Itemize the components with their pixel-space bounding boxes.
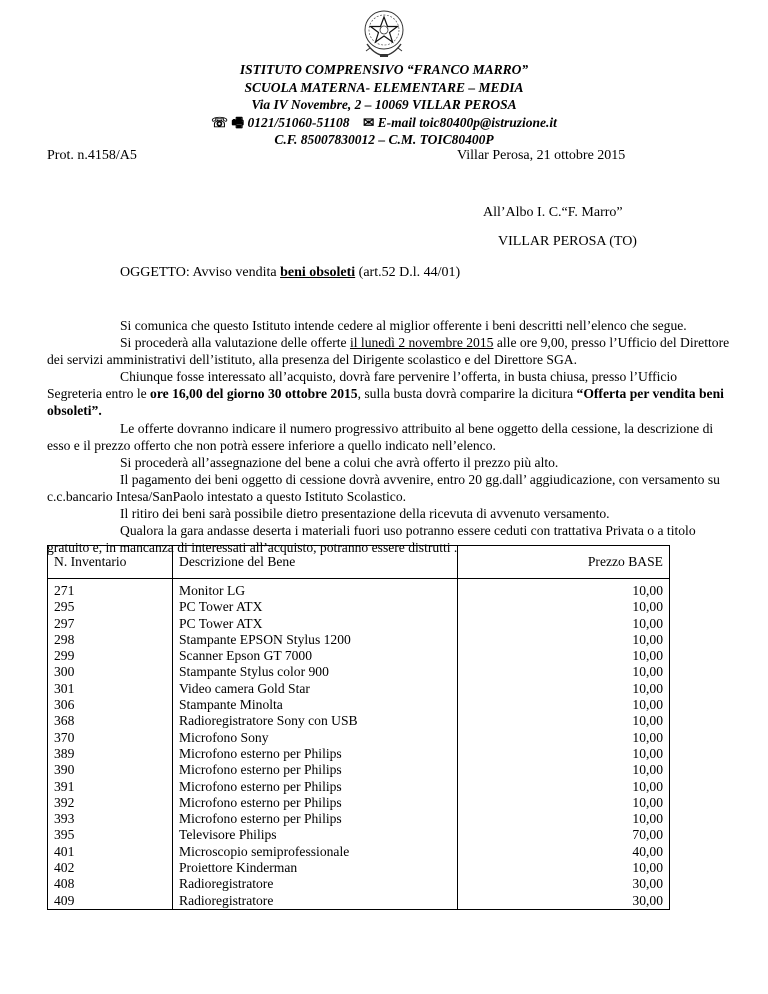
table-header-row [48, 546, 670, 579]
description-cell: Microfono esterno per Philips [173, 746, 458, 762]
header-inventory-number: N. Inventario [48, 546, 173, 579]
description-cell: Video camera Gold Star [173, 681, 458, 697]
inventory-number-cell: 297 [48, 616, 173, 632]
inventory-number-cell: 402 [48, 860, 173, 876]
table-row [48, 579, 670, 600]
price-cell: 10,00 [458, 697, 670, 713]
price-cell: 10,00 [458, 681, 670, 697]
deadline: ore 16,00 del giorno 30 ottobre 2015 [150, 386, 358, 402]
price-cell: 10,00 [458, 616, 670, 632]
description-cell: PC Tower ATX [173, 616, 458, 632]
paragraph-3 [47, 368, 732, 419]
table-row [48, 664, 670, 680]
table-row [48, 746, 670, 762]
price-cell: 10,00 [458, 762, 670, 778]
price-cell: 40,00 [458, 844, 670, 860]
table-row [48, 893, 670, 910]
subject-suffix: (art.52 D.l. 44/01) [355, 265, 461, 280]
table-row [48, 860, 670, 876]
inventory-number-cell: 295 [48, 599, 173, 615]
inventory-table [47, 545, 670, 910]
inventory-number-cell: 392 [48, 795, 173, 811]
table-row [48, 811, 670, 827]
price-cell: 10,00 [458, 730, 670, 746]
paragraph-8: Qualora la gara andasse deserta i materiali fuori uso potranno essere ceduti con trattativa Privata o a titolo gratuito e, in mancanza di interessati all’acquisto, potranno essere distrutti . [47, 523, 696, 556]
description-cell: Microfono esterno per Philips [173, 779, 458, 795]
paragraph-5: Si procederà all’assegnazione del bene a colui che avrà offerto il prezzo più alto. [120, 454, 559, 470]
place-date: Villar Perosa, 21 ottobre 2015 [457, 148, 626, 163]
price-cell: 10,00 [458, 860, 670, 876]
table-row [48, 599, 670, 615]
protocol-number: Prot. n.4158/A5 [47, 148, 137, 163]
inventory-number-cell: 409 [48, 893, 173, 910]
description-cell: Stampante Minolta [173, 697, 458, 713]
header-base-price: Prezzo BASE [458, 546, 670, 579]
recipient-line-1: All’Albo I. C.“F. Marro” [483, 205, 623, 220]
price-cell: 10,00 [458, 599, 670, 615]
description-cell: PC Tower ATX [173, 599, 458, 615]
table-row [48, 795, 670, 811]
price-cell: 10,00 [458, 713, 670, 729]
description-cell: Radioregistratore [173, 893, 458, 910]
school-type: SCUOLA MATERNA- ELEMENTARE – MEDIA [244, 79, 524, 95]
description-cell: Televisore Philips [173, 827, 458, 843]
price-cell: 10,00 [458, 648, 670, 664]
table-row [48, 876, 670, 892]
description-cell: Microfono esterno per Philips [173, 762, 458, 778]
inventory-number-cell: 298 [48, 632, 173, 648]
inventory-number-cell: 393 [48, 811, 173, 827]
paragraph-3-text: Chiunque fosse interessato all’acquisto, dovrà fare pervenire l’offerta, in busta chiusa, presso l’Ufficio Segreteria entro le [47, 369, 678, 402]
paragraph-3-text-mid: , sulla busta dovrà comparire la dicitura [357, 386, 577, 402]
republic-emblem-icon [360, 8, 408, 60]
table-row [48, 844, 670, 860]
table-row [48, 697, 670, 713]
price-cell: 10,00 [458, 811, 670, 827]
description-cell: Radioregistratore Sony con USB [173, 713, 458, 729]
description-cell: Scanner Epson GT 7000 [173, 648, 458, 664]
inventory-number-cell: 401 [48, 844, 173, 860]
description-cell: Microfono esterno per Philips [173, 811, 458, 827]
paragraph-6: Il pagamento dei beni oggetto di cessione dovrà avvenire, entro 20 gg.dall’ aggiudicazione, con versamento su c.c.bancario Intesa/SanPaolo intestato a questo Istituto Scolastico. [47, 471, 720, 504]
school-name: ISTITUTO COMPRENSIVO “FRANCO MARRO” [239, 62, 529, 77]
school-header [0, 61, 768, 149]
paragraph-7: Il ritiro dei beni sarà possibile dietro presentazione della ricevuta di avvenuto versamento. [120, 506, 610, 522]
table-row [48, 713, 670, 729]
header-description: Descrizione del Bene [173, 546, 458, 579]
subject-line [120, 264, 460, 281]
evaluation-date: il lunedì 2 novembre 2015 [349, 335, 494, 351]
description-cell: Microfono esterno per Philips [173, 795, 458, 811]
description-cell: Proiettore Kinderman [173, 860, 458, 876]
description-cell: Microfono Sony [173, 730, 458, 746]
inventory-number-cell: 391 [48, 779, 173, 795]
inventory-number-cell: 390 [48, 762, 173, 778]
inventory-number-cell: 271 [48, 579, 173, 600]
inventory-number-cell: 368 [48, 713, 173, 729]
paragraph-2-text-end: alle ore 9,00, presso l’Ufficio del Direttore dei servizi amministrativi dell’istituto, alla presenza del Dirigente scolastico e del Direttore SGA. [47, 335, 730, 368]
price-cell: 30,00 [458, 876, 670, 892]
price-cell: 30,00 [458, 893, 670, 910]
phone-number: 0121/51060-51108 [247, 114, 350, 130]
price-cell: 10,00 [458, 779, 670, 795]
table-row [48, 779, 670, 795]
table-row [48, 730, 670, 746]
notice-body [47, 317, 732, 556]
table-row [48, 648, 670, 664]
inventory-number-cell: 395 [48, 827, 173, 843]
contact-line [0, 114, 768, 132]
subject-highlight: beni obsoleti [280, 265, 356, 280]
description-cell: Radioregistratore [173, 876, 458, 892]
price-cell: 10,00 [458, 579, 670, 600]
inventory-number-cell: 306 [48, 697, 173, 713]
inventory-number-cell: 389 [48, 746, 173, 762]
price-cell: 70,00 [458, 827, 670, 843]
description-cell: Stampante Stylus color 900 [173, 664, 458, 680]
description-cell: Stampante EPSON Stylus 1200 [173, 632, 458, 648]
paragraph-1: Si comunica che questo Istituto intende cedere al miglior offerente i beni descritti nell’elenco che segue. [120, 318, 687, 333]
inventory-number-cell: 370 [48, 730, 173, 746]
phone-fax-icon: ☏ 🖷 [211, 114, 245, 130]
envelope-icon: ✉ [362, 114, 375, 130]
school-address: Via IV Novembre, 2 – 10069 VILLAR PEROSA [251, 97, 517, 112]
recipient-line-2: VILLAR PEROSA (TO) [498, 234, 637, 249]
description-cell: Monitor LG [173, 579, 458, 600]
inventory-number-cell: 408 [48, 876, 173, 892]
price-cell: 10,00 [458, 795, 670, 811]
subject-prefix: OGGETTO: Avviso vendita [120, 265, 281, 280]
envelope-label: “Offerta per vendita beni obsoleti”. [47, 386, 724, 419]
description-cell: Microscopio semiprofessionale [173, 844, 458, 860]
inventory-number-cell: 300 [48, 664, 173, 680]
paragraph-4: Le offerte dovranno indicare il numero progressivo attribuito al bene oggetto della cessione, la descrizione di esso e il prezzo offerto che non potrà essere inferiore a quello indicato nell’elenco. [47, 420, 714, 453]
table-row [48, 616, 670, 632]
paragraph-2 [47, 334, 732, 368]
price-cell: 10,00 [458, 746, 670, 762]
paragraph-2-text: Si procederà alla valutazione delle offerte [120, 335, 350, 351]
tax-codes: C.F. 85007830012 – C.M. TOIC80400P [274, 132, 494, 147]
table-row [48, 827, 670, 843]
price-cell: 10,00 [458, 664, 670, 680]
email-address: E-mail toic80400p@istruzione.it [377, 114, 557, 130]
inventory-number-cell: 299 [48, 648, 173, 664]
table-row [48, 762, 670, 778]
inventory-number-cell: 301 [48, 681, 173, 697]
price-cell: 10,00 [458, 632, 670, 648]
table-row [48, 632, 670, 648]
table-row [48, 681, 670, 697]
